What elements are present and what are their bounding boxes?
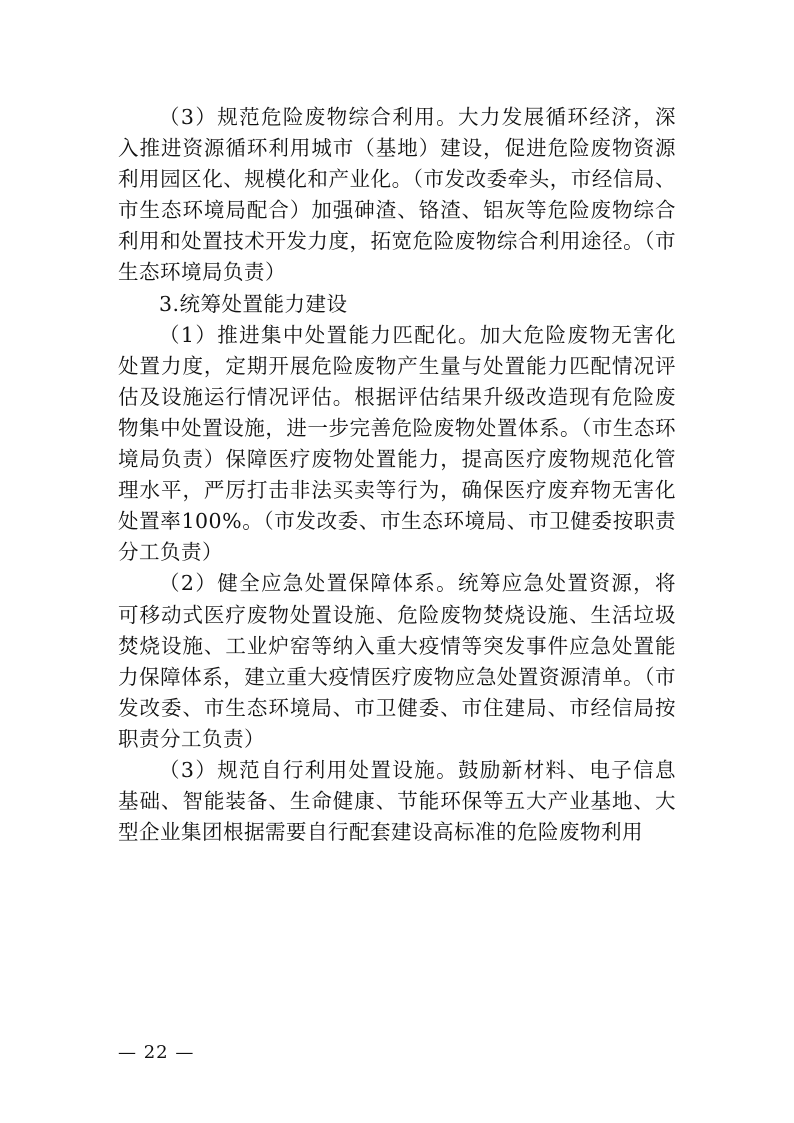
page-number: — 22 —: [118, 1042, 195, 1063]
body-text: [118, 102, 676, 848]
paragraph-self-disposal-facilities: （3）规范自行利用处置设施。鼓励新材料、电子信息基础、智能装备、生命健康、节能环保等五大产业基地、大型企业集团根据需要自行配套建设高标准的危险废物利用: [118, 757, 676, 845]
section-heading-disposal-capacity: 3.统筹处置能力建设: [159, 291, 348, 316]
paragraph-centralized-disposal: （1）推进集中处置能力匹配化。加大危险废物无害化处置力度，定期开展危险废物产生量与处置能力匹配情况评估及设施运行情况评估。根据评估结果升级改造现有危险废物集中处置设施，进一步完善危险废物处置体系。（市生态环境局负责）保障医疗废物处置能力，提高医疗废物规范化管理水平，严厉打击非法买卖等行为，确保医疗废弃物无害化处置率100%。（市发改委、市生态环境局、市卫健委按职责分工负责）: [118, 322, 676, 565]
paragraph-emergency-disposal: （2）健全应急处置保障体系。统筹应急处置资源，将可移动式医疗废物处置设施、危险废物焚烧设施、生活垃圾焚烧设施、工业炉窑等纳入重大疫情等突发事件应急处置能力保障体系，建立重大疫情医疗废物应急处置资源清单。（市发改委、市生态环境局、市卫健委、市住建局、市经信局按职责分工负责）: [118, 571, 676, 751]
paragraph-waste-utilization: （3）规范危险废物综合利用。大力发展循环经济，深入推进资源循环利用城市（基地）建设，促进危险废物资源利用园区化、规模化和产业化。（市发改委牵头，市经信局、市生态环境局配合）加强砷渣、铬渣、铝灰等危险废物综合利用和处置技术开发力度，拓宽危险废物综合利用途径。（市生态环境局负责）: [118, 105, 676, 285]
